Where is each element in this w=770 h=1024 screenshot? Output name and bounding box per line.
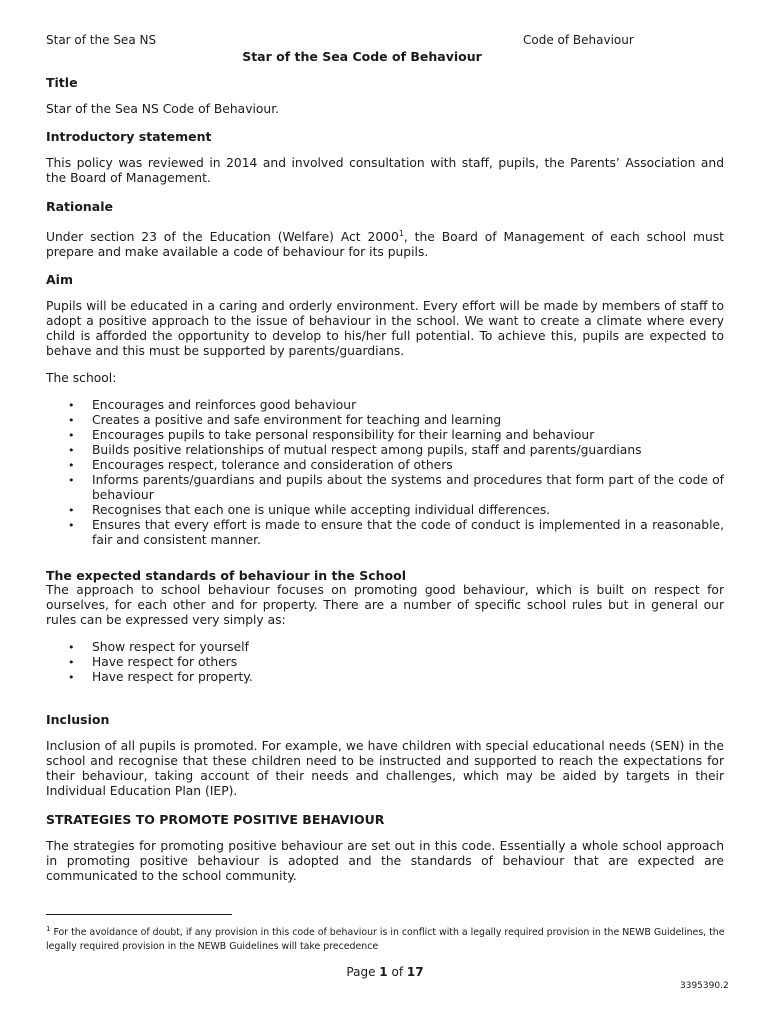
heading-strategies: STRATEGIES TO PROMOTE POSITIVE BEHAVIOUR (46, 812, 385, 828)
list-item: • Creates a positive and safe environment for teaching and learning (68, 413, 502, 428)
rationale-text-end: , the Board of Management of each school must prepare and make available a code of behaviour for its pupils. (46, 230, 724, 260)
list-item: • Builds positive relationships of mutual respect among pupils, staff and parents/guardians (68, 443, 642, 458)
running-header-school: Star of the Sea NS (46, 33, 157, 47)
list-item: • Encourages respect, tolerance and consideration of others (68, 458, 453, 473)
footnote-text: For the avoidance of doubt, if any provision in this code of behaviour is in conflict with a legally required provision in the NEWB Guidelines, the legally required provision in the NEWB Guidelines will take precedence (46, 927, 725, 953)
bullet-icon: • (68, 656, 75, 670)
heading-title: Title (46, 75, 78, 90)
paragraph-introductory-statement: This policy was reviewed in 2014 and involved consultation with staff, pupils, the Parents’ Association and the Board of Management. (46, 156, 724, 185)
list-item: • Encourages and reinforces good behaviour (68, 398, 357, 413)
bullet-icon: • (68, 474, 75, 488)
list-item: • Ensures that every effort is made to ensure that the code of conduct is implemented in a reasonable, fair and consistent manner. (68, 518, 724, 548)
bullet-icon: • (68, 414, 75, 428)
school-rules-list (46, 640, 724, 685)
paragraph-rationale (46, 226, 724, 260)
list-item: • Informs parents/guardians and pupils about the systems and procedures that form part of the code of behaviour (68, 473, 724, 503)
paragraph-aim: Pupils will be educated in a caring and orderly environment. Every effort will be made by members of staff to adopt a positive approach to the issue of behaviour in the school. We want to create a climate where every child is afforded the opportunity to develop to his/her full potential. To achieve this, pupils are expected to behave and this must be supported by parents/guardians. (46, 299, 724, 359)
list-item: • Encourages pupils to take personal responsibility for their learning and behaviour (68, 428, 595, 443)
bullet-icon: • (68, 641, 75, 655)
list-item: • Show respect for yourself (68, 640, 249, 655)
page-total: 17 (406, 965, 424, 979)
document-id: 3395390.2 (680, 981, 729, 991)
bullet-icon: • (68, 399, 75, 413)
page-number: Page 1 of 17 (346, 965, 424, 979)
list-item: • Have respect for others (68, 655, 238, 670)
heading-rationale: Rationale (46, 199, 114, 214)
running-header-doc: Code of Behaviour (523, 33, 634, 47)
footnote-marker: 1 (46, 925, 51, 933)
heading-introductory-statement: Introductory statement (46, 129, 212, 144)
paragraph-inclusion: Inclusion of all pupils is promoted. For example, we have children with special educational needs (SEN) in the school and recognise that these children need to be instructed and supported to reach the expectations for their behaviour, taking account of their needs and challenges, which may be aided by targets in their Individual Education Plan (IEP). (46, 739, 724, 799)
paragraph-strategies: The strategies for promoting positive behaviour are set out in this code. Essentially a whole school approach in promoting positive behaviour is adopted and the standards of behaviour that are expected are communicated to the school community. (46, 839, 724, 884)
school-commitments-list (46, 398, 724, 548)
paragraph-expected-standards: The approach to school behaviour focuses on promoting good behaviour, which is built on respect for ourselves, for each other and for property. There are a number of specific school rules but in general our rules can be expressed very simply as: (46, 583, 724, 628)
document-body (46, 75, 724, 884)
list-item: • Recognises that each one is unique while accepting individual differences. (68, 503, 551, 518)
footnote (46, 922, 726, 954)
bullet-icon: • (68, 519, 75, 533)
school-list-intro: The school: (46, 371, 117, 386)
heading-expected-standards: The expected standards of behaviour in the School (46, 568, 407, 584)
bullet-icon: • (68, 671, 75, 685)
paragraph-title: Star of the Sea NS Code of Behaviour. (46, 102, 280, 116)
bullet-icon: • (68, 444, 75, 458)
footnote-reference[interactable]: 1 (398, 229, 404, 238)
bullet-icon: • (68, 429, 75, 443)
bullet-icon: • (68, 459, 75, 473)
list-item: • Have respect for property. (68, 670, 253, 685)
heading-aim: Aim (46, 272, 73, 288)
footnote-divider (46, 914, 232, 915)
page-current: 1 (379, 965, 388, 979)
rationale-text-start: Under section 23 of the Education (Welfare) Act 2000 (46, 230, 399, 245)
bullet-icon: • (68, 504, 75, 518)
heading-inclusion: Inclusion (46, 712, 110, 728)
document-title: Star of the Sea Code of Behaviour (242, 49, 482, 64)
